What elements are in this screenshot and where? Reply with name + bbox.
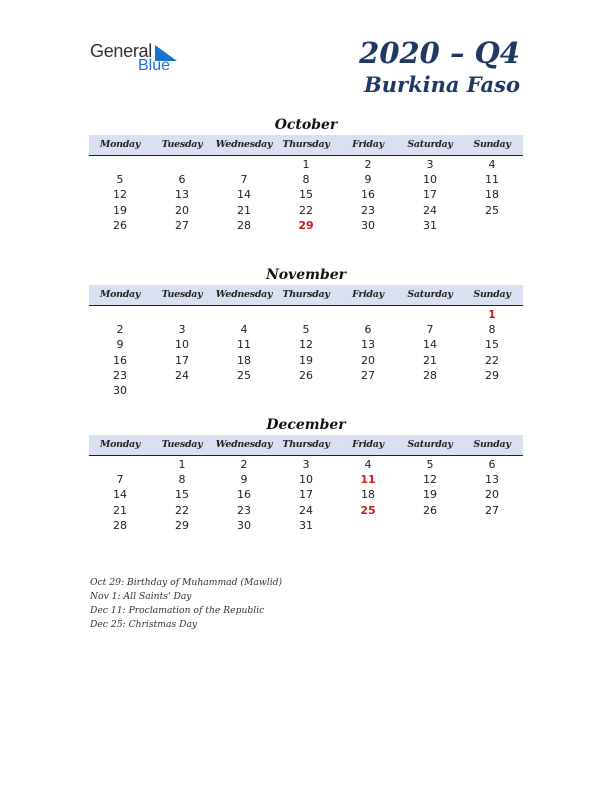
date-cell: 16: [361, 188, 375, 202]
holiday-date-cell: 29: [298, 218, 314, 232]
week-row: [89, 157, 523, 172]
date-cell: 14: [423, 338, 437, 352]
month-name: October: [274, 117, 338, 133]
date-cell: 30: [361, 218, 375, 232]
date-cell: 27: [175, 218, 189, 232]
date-cell: 6: [178, 173, 186, 187]
holiday-note: Nov 1: All Saints' Day: [90, 591, 192, 602]
date-cell: 18: [361, 488, 375, 502]
date-cell: 17: [175, 353, 189, 367]
date-cell: 5: [116, 173, 124, 187]
date-cell: 28: [113, 518, 127, 532]
date-cell: [399, 383, 461, 398]
date-cell: 22: [485, 353, 499, 367]
week-row: [89, 337, 523, 352]
month-december: [89, 416, 523, 533]
date-cell: [213, 307, 275, 322]
date-cell: 24: [423, 203, 437, 217]
date-cell: 26: [299, 368, 313, 382]
weekday-label: Wednesday: [215, 289, 273, 300]
date-cell: 13: [175, 188, 189, 202]
date-cell: 17: [299, 488, 313, 502]
weekday-header-row: [89, 435, 523, 456]
week-row: [89, 518, 523, 533]
date-cell: 12: [113, 188, 127, 202]
date-cell: 20: [175, 203, 189, 217]
week-row: [89, 503, 523, 518]
date-cell: 23: [113, 368, 127, 382]
weekday-label: Sunday: [473, 139, 511, 150]
weekday-label: Saturday: [407, 439, 453, 450]
date-cell: 27: [485, 503, 499, 517]
date-cell: 19: [423, 488, 437, 502]
date-cell: [151, 307, 213, 322]
weekday-label: Thursday: [282, 439, 330, 450]
date-cell: 8: [178, 473, 186, 487]
date-cell: 9: [364, 173, 372, 187]
date-cell: 23: [361, 203, 375, 217]
weekday-label: Monday: [99, 439, 141, 450]
weekday-label: Friday: [352, 289, 384, 300]
month-name: November: [265, 267, 347, 283]
country-heading: Burkina Faso: [364, 72, 520, 97]
date-cell: 21: [237, 203, 251, 217]
date-cell: [337, 307, 399, 322]
date-cell: [399, 307, 461, 322]
date-cell: 26: [423, 503, 437, 517]
date-cell: 24: [299, 503, 313, 517]
date-cell: 26: [113, 218, 127, 232]
weekday-label: Tuesday: [161, 439, 203, 450]
date-cell: 6: [364, 323, 372, 337]
date-cell: 18: [237, 353, 251, 367]
date-cell: 5: [302, 323, 310, 337]
date-cell: 23: [237, 503, 251, 517]
weekday-label: Tuesday: [161, 139, 203, 150]
week-row: [89, 322, 523, 337]
date-cell: 10: [175, 338, 189, 352]
date-cell: 31: [423, 218, 437, 232]
week-row: [89, 218, 523, 233]
date-cell: 4: [364, 458, 372, 471]
holiday-date-cell: 1: [488, 308, 496, 321]
holiday-date-cell: 11: [360, 473, 376, 487]
brand-logo: [90, 41, 190, 75]
date-cell: 15: [299, 188, 313, 202]
weekday-label: Tuesday: [161, 289, 203, 300]
holiday-note: Oct 29: Birthday of Muhammad (Mawlid): [90, 577, 283, 588]
date-cell: [337, 383, 399, 398]
date-cell: [151, 383, 213, 398]
date-cell: 9: [240, 473, 248, 487]
date-cell: 19: [299, 353, 313, 367]
date-cell: [461, 383, 523, 398]
date-cell: 7: [240, 173, 248, 187]
date-cell: 18: [485, 188, 499, 202]
week-row: [89, 487, 523, 502]
week-row: [89, 472, 523, 487]
date-cell: 12: [423, 473, 437, 487]
weeks-grid: [89, 456, 523, 533]
date-cell: 24: [175, 368, 189, 382]
week-row: [89, 307, 523, 322]
weeks-grid: [89, 306, 523, 398]
date-cell: 14: [237, 188, 251, 202]
date-cell: 22: [299, 203, 313, 217]
date-cell: 1: [178, 458, 186, 471]
weekday-label: Friday: [352, 439, 384, 450]
date-cell: [151, 157, 213, 172]
date-cell: 7: [116, 473, 124, 487]
date-cell: [461, 518, 523, 533]
date-cell: 31: [299, 518, 313, 532]
holiday-date-cell: 25: [360, 503, 376, 517]
date-cell: 2: [240, 458, 248, 471]
month-october: [89, 116, 523, 233]
weekday-label: Monday: [99, 289, 141, 300]
date-cell: 8: [488, 323, 496, 337]
week-row: [89, 457, 523, 472]
date-cell: [461, 218, 523, 233]
week-row: [89, 187, 523, 202]
date-cell: 5: [426, 458, 434, 471]
date-cell: 12: [299, 338, 313, 352]
date-cell: 13: [361, 338, 375, 352]
week-row: [89, 383, 523, 398]
weekday-label: Wednesday: [215, 139, 273, 150]
date-cell: 22: [175, 503, 189, 517]
date-cell: 15: [175, 488, 189, 502]
date-cell: 3: [426, 158, 434, 171]
weekday-label: Thursday: [282, 139, 330, 150]
date-cell: 11: [237, 338, 251, 352]
date-cell: 13: [485, 473, 499, 487]
date-cell: 2: [364, 158, 372, 171]
month-november: [89, 266, 523, 398]
date-cell: [213, 157, 275, 172]
week-row: [89, 353, 523, 368]
weekday-label: Sunday: [473, 439, 511, 450]
period-heading: 2020 – Q4: [359, 36, 520, 70]
date-cell: 10: [423, 173, 437, 187]
date-cell: 16: [113, 353, 127, 367]
date-cell: 17: [423, 188, 437, 202]
date-cell: 28: [423, 368, 437, 382]
logo-text-blue: Blue: [138, 57, 171, 74]
date-cell: 2: [116, 323, 124, 337]
date-cell: 9: [116, 338, 124, 352]
week-row: [89, 368, 523, 383]
date-cell: 10: [299, 473, 313, 487]
week-row: [89, 203, 523, 218]
date-cell: 7: [426, 323, 434, 337]
date-cell: [89, 157, 151, 172]
date-cell: 16: [237, 488, 251, 502]
weekday-label: Saturday: [407, 139, 453, 150]
date-cell: 20: [485, 488, 499, 502]
date-cell: 15: [485, 338, 499, 352]
date-cell: 1: [302, 158, 310, 171]
date-cell: [337, 518, 399, 533]
date-cell: [213, 383, 275, 398]
date-cell: 11: [485, 173, 499, 187]
calendar-title: [359, 36, 520, 98]
month-name: December: [266, 417, 346, 433]
weekday-label: Wednesday: [215, 439, 273, 450]
weekday-label: Saturday: [407, 289, 453, 300]
logo-text-general: General: [90, 41, 152, 61]
date-cell: 4: [488, 158, 496, 171]
date-cell: 29: [485, 368, 499, 382]
date-cell: [89, 307, 151, 322]
date-cell: 25: [485, 203, 499, 217]
date-cell: 25: [237, 368, 251, 382]
date-cell: 27: [361, 368, 375, 382]
holiday-notes: [90, 576, 282, 632]
date-cell: 30: [113, 383, 127, 397]
date-cell: 21: [113, 503, 127, 517]
date-cell: [275, 383, 337, 398]
date-cell: [399, 518, 461, 533]
date-cell: 8: [302, 173, 310, 187]
holiday-note: Dec 11: Proclamation of the Republic: [90, 605, 265, 616]
holiday-note: Dec 25: Christmas Day: [90, 619, 198, 630]
date-cell: [89, 457, 151, 472]
weeks-grid: [89, 156, 523, 233]
weekday-header-row: [89, 285, 523, 306]
date-cell: 6: [488, 458, 496, 471]
date-cell: 21: [423, 353, 437, 367]
date-cell: 3: [302, 458, 310, 471]
date-cell: 28: [237, 218, 251, 232]
weekday-label: Thursday: [282, 289, 330, 300]
week-row: [89, 172, 523, 187]
date-cell: [275, 307, 337, 322]
weekday-label: Sunday: [473, 289, 511, 300]
weekday-header-row: [89, 135, 523, 156]
date-cell: 30: [237, 518, 251, 532]
date-cell: 19: [113, 203, 127, 217]
date-cell: 4: [240, 323, 248, 337]
date-cell: 3: [178, 323, 186, 337]
date-cell: 29: [175, 518, 189, 532]
weekday-label: Friday: [352, 139, 384, 150]
date-cell: 20: [361, 353, 375, 367]
date-cell: 14: [113, 488, 127, 502]
weekday-label: Monday: [99, 139, 141, 150]
